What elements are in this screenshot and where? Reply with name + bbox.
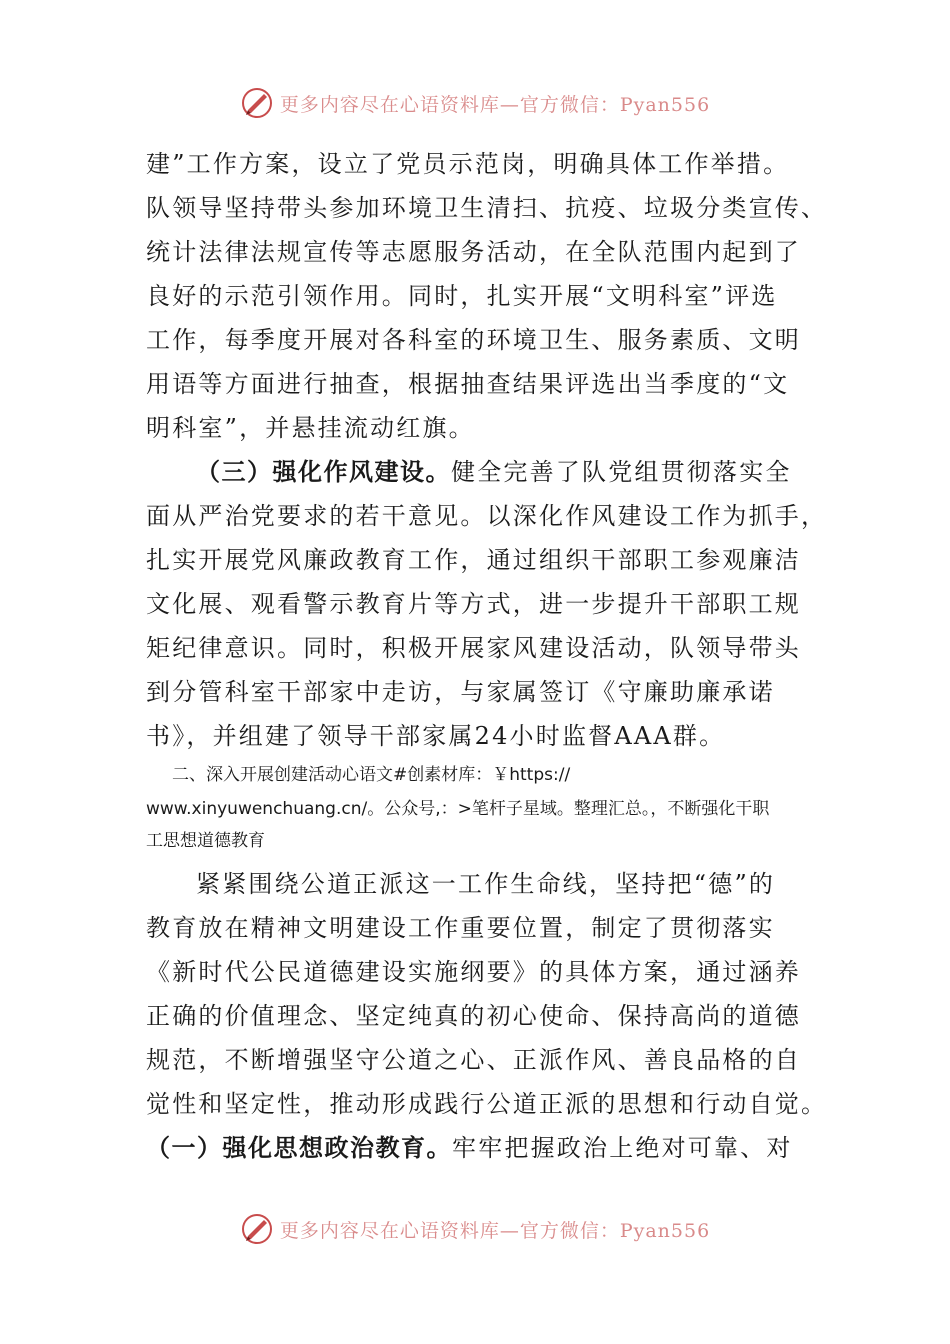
text-line: 队领导坚持带头参加环境卫生清扫、抗疫、垃圾分类宣传、	[146, 194, 828, 222]
pen-logo-icon	[240, 86, 274, 120]
banner-text: 更多内容尽在心语资料库—官方微信：Pyan556	[279, 93, 711, 116]
text-line: 明科室”，并悬挂流动红旗。	[146, 414, 475, 442]
text-line: 工思想道德教育	[146, 831, 265, 851]
text-line: 面从严治党要求的若干意见。以深化作风建设工作为抓手，	[146, 502, 828, 530]
text-line: 教育放在精神文明建设工作重要位置，制定了贯彻落实	[146, 914, 775, 942]
text-line: 《新时代公民道德建设实施纲要》的具体方案，通过涵养	[146, 958, 801, 986]
text-line: 用语等方面进行抽查，根据抽查结果评选出当季度的“文	[146, 370, 790, 398]
text-line: 正确的价值理念、坚定纯真的初心使命、保持高尚的道德	[146, 1002, 801, 1030]
text-line: 紧紧围绕公道正派这一工作生命线，坚持把“德”的	[196, 870, 776, 898]
text-span: 牢牢把握政治上绝对可靠、对	[452, 1134, 793, 1162]
text-line	[146, 1128, 793, 1163]
text-line	[196, 452, 792, 487]
text-line: 书》，并组建了领导干部家属24小时监督AAA群。	[146, 722, 726, 750]
text-line: 扎实开展党风廉政教育工作，通过组织干部职工参观廉洁	[146, 546, 801, 574]
text-span: 健全完善了队党组贯彻落实全	[451, 458, 792, 486]
text-line: 建”工作方案，设立了党员示范岗，明确具体工作举措。	[146, 150, 790, 178]
banner-text: 更多内容尽在心语资料库—官方微信：Pyan556	[279, 1219, 711, 1242]
text-line: 矩纪律意识。同时，积极开展家风建设活动，队领导带头	[146, 634, 801, 662]
header-banner	[0, 78, 950, 128]
text-line: 规范，不断增强坚守公道之心、正派作风、善良品格的自	[146, 1046, 801, 1074]
text-line: 统计法律法规宣传等志愿服务活动，在全队范围内起到了	[146, 238, 801, 266]
footer-banner	[0, 1204, 950, 1254]
text-line: 工作，每季度开展对各科室的环境卫生、服务素质、文明	[146, 326, 801, 354]
section-heading: （一）强化思想政治教育。	[146, 1134, 452, 1162]
pen-logo-icon	[240, 1212, 274, 1246]
text-line: 二、深入开展创建活动心语文#创素材库：￥https://	[172, 765, 571, 785]
text-line: 觉性和坚定性，推动形成践行公道正派的思想和行动自觉。	[146, 1090, 828, 1118]
text-line: www.xinyuwenchuang.cn/。公众号,：>笔杆子星域。整理汇总。，不断强化干职	[146, 799, 770, 819]
text-line: 良好的示范引领作用。同时，扎实开展“文明科室”评选	[146, 282, 778, 310]
section-heading: （三）强化作风建设。	[196, 458, 451, 486]
text-line: 到分管科室干部家中走访，与家属签订《守廉助廉承诺	[146, 678, 775, 706]
text-line: 文化展、观看警示教育片等方式，进一步提升干部职工规	[146, 590, 801, 618]
